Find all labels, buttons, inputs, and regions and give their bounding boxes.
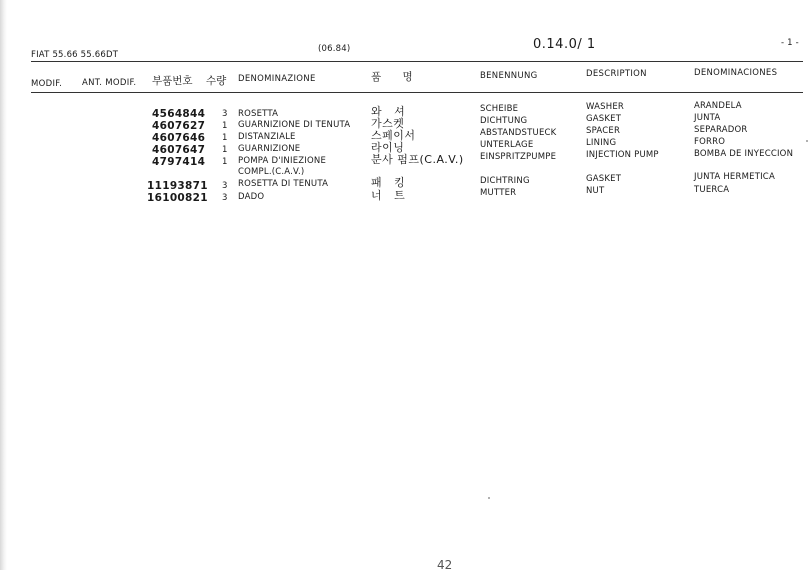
denominacion: ARANDELA xyxy=(694,101,742,111)
denominacion: BOMBA DE INYECCION xyxy=(694,149,794,159)
denominazione: ROSETTA DI TENUTA xyxy=(238,179,329,189)
scan-speck xyxy=(488,497,490,499)
page-marker: - 1 - xyxy=(781,38,799,48)
description: GASKET xyxy=(586,114,622,124)
col-denominazione: DENOMINAZIONE xyxy=(238,74,316,84)
description: GASKET xyxy=(586,174,622,184)
page-number: 42 xyxy=(437,558,453,572)
denominazione: GUARNIZIONE xyxy=(238,144,301,154)
description: WASHER xyxy=(586,102,625,112)
col-part-number: 부품번호 xyxy=(152,75,193,87)
denominazione: ROSETTA xyxy=(238,109,279,119)
denominazione-cont: COMPL.(C.A.V.) xyxy=(238,167,305,177)
col-korean-name: 품 명 xyxy=(371,71,413,83)
quantity: 3 xyxy=(222,109,228,119)
col-benennung: BENENNUNG xyxy=(480,71,538,81)
denominacion: JUNTA xyxy=(694,113,721,123)
edition-date: (06.84) xyxy=(318,44,351,54)
part-number: 4607646 xyxy=(152,132,206,144)
part-number: 4607647 xyxy=(152,144,206,156)
col-description: DESCRIPTION xyxy=(586,69,647,79)
denominacion: SEPARADOR xyxy=(694,125,748,135)
header-rule-bottom xyxy=(31,92,803,93)
denominacion: FORRO xyxy=(694,137,726,147)
korean-name: 가스켓 xyxy=(371,117,405,130)
quantity: 1 xyxy=(222,145,228,155)
col-quantity: 수량 xyxy=(206,75,227,87)
korean-name: 분사 펌프(C.A.V.) xyxy=(371,153,464,166)
denominazione: DISTANZIALE xyxy=(238,132,296,142)
section-code: 0.14.0/ 1 xyxy=(533,37,596,52)
description: INJECTION PUMP xyxy=(586,150,659,160)
denominacion: TUERCA xyxy=(694,185,730,195)
description: LINING xyxy=(586,138,617,148)
quantity: 3 xyxy=(222,193,228,203)
scan-edge xyxy=(0,0,7,570)
quantity: 1 xyxy=(222,133,228,143)
korean-name: 너 트 xyxy=(371,189,406,202)
benennung: EINSPRITZPUMPE xyxy=(480,152,557,162)
quantity: 1 xyxy=(222,121,228,131)
benennung: SCHEIBE xyxy=(480,104,519,114)
korean-name: 라이닝 xyxy=(371,141,405,154)
denominazione: GUARNIZIONE DI TENUTA xyxy=(238,120,351,130)
part-number: 16100821 xyxy=(147,192,208,204)
header-rule-top xyxy=(31,61,803,62)
denominazione: POMPA D'INIEZIONE xyxy=(238,156,327,166)
model-title: FIAT 55.66 55.66DT xyxy=(31,50,119,60)
part-number: 4564844 xyxy=(152,108,206,120)
part-number: 4797414 xyxy=(152,156,206,168)
benennung: DICHTRING xyxy=(480,176,530,186)
description: NUT xyxy=(586,186,605,196)
korean-name: 와 셔 xyxy=(371,105,406,118)
benennung: ABSTANDSTUECK xyxy=(480,128,557,138)
col-modif: MODIF. xyxy=(31,79,63,89)
benennung: DICHTUNG xyxy=(480,116,528,126)
benennung: UNTERLAGE xyxy=(480,140,534,150)
denominacion: JUNTA HERMETICA xyxy=(694,172,775,182)
quantity: 1 xyxy=(222,157,228,167)
col-ant-modif: ANT. MODIF. xyxy=(82,78,137,88)
quantity: 3 xyxy=(222,181,228,191)
col-denominaciones: DENOMINACIONES xyxy=(694,68,778,78)
korean-name: 패 킹 xyxy=(371,176,406,189)
denominazione: DADO xyxy=(238,192,265,202)
benennung: MUTTER xyxy=(480,188,517,198)
part-number: 11193871 xyxy=(147,180,208,192)
scan-speck xyxy=(806,140,808,142)
korean-name: 스페이서 xyxy=(371,129,416,142)
description: SPACER xyxy=(586,126,621,136)
part-number: 4607627 xyxy=(152,120,206,132)
